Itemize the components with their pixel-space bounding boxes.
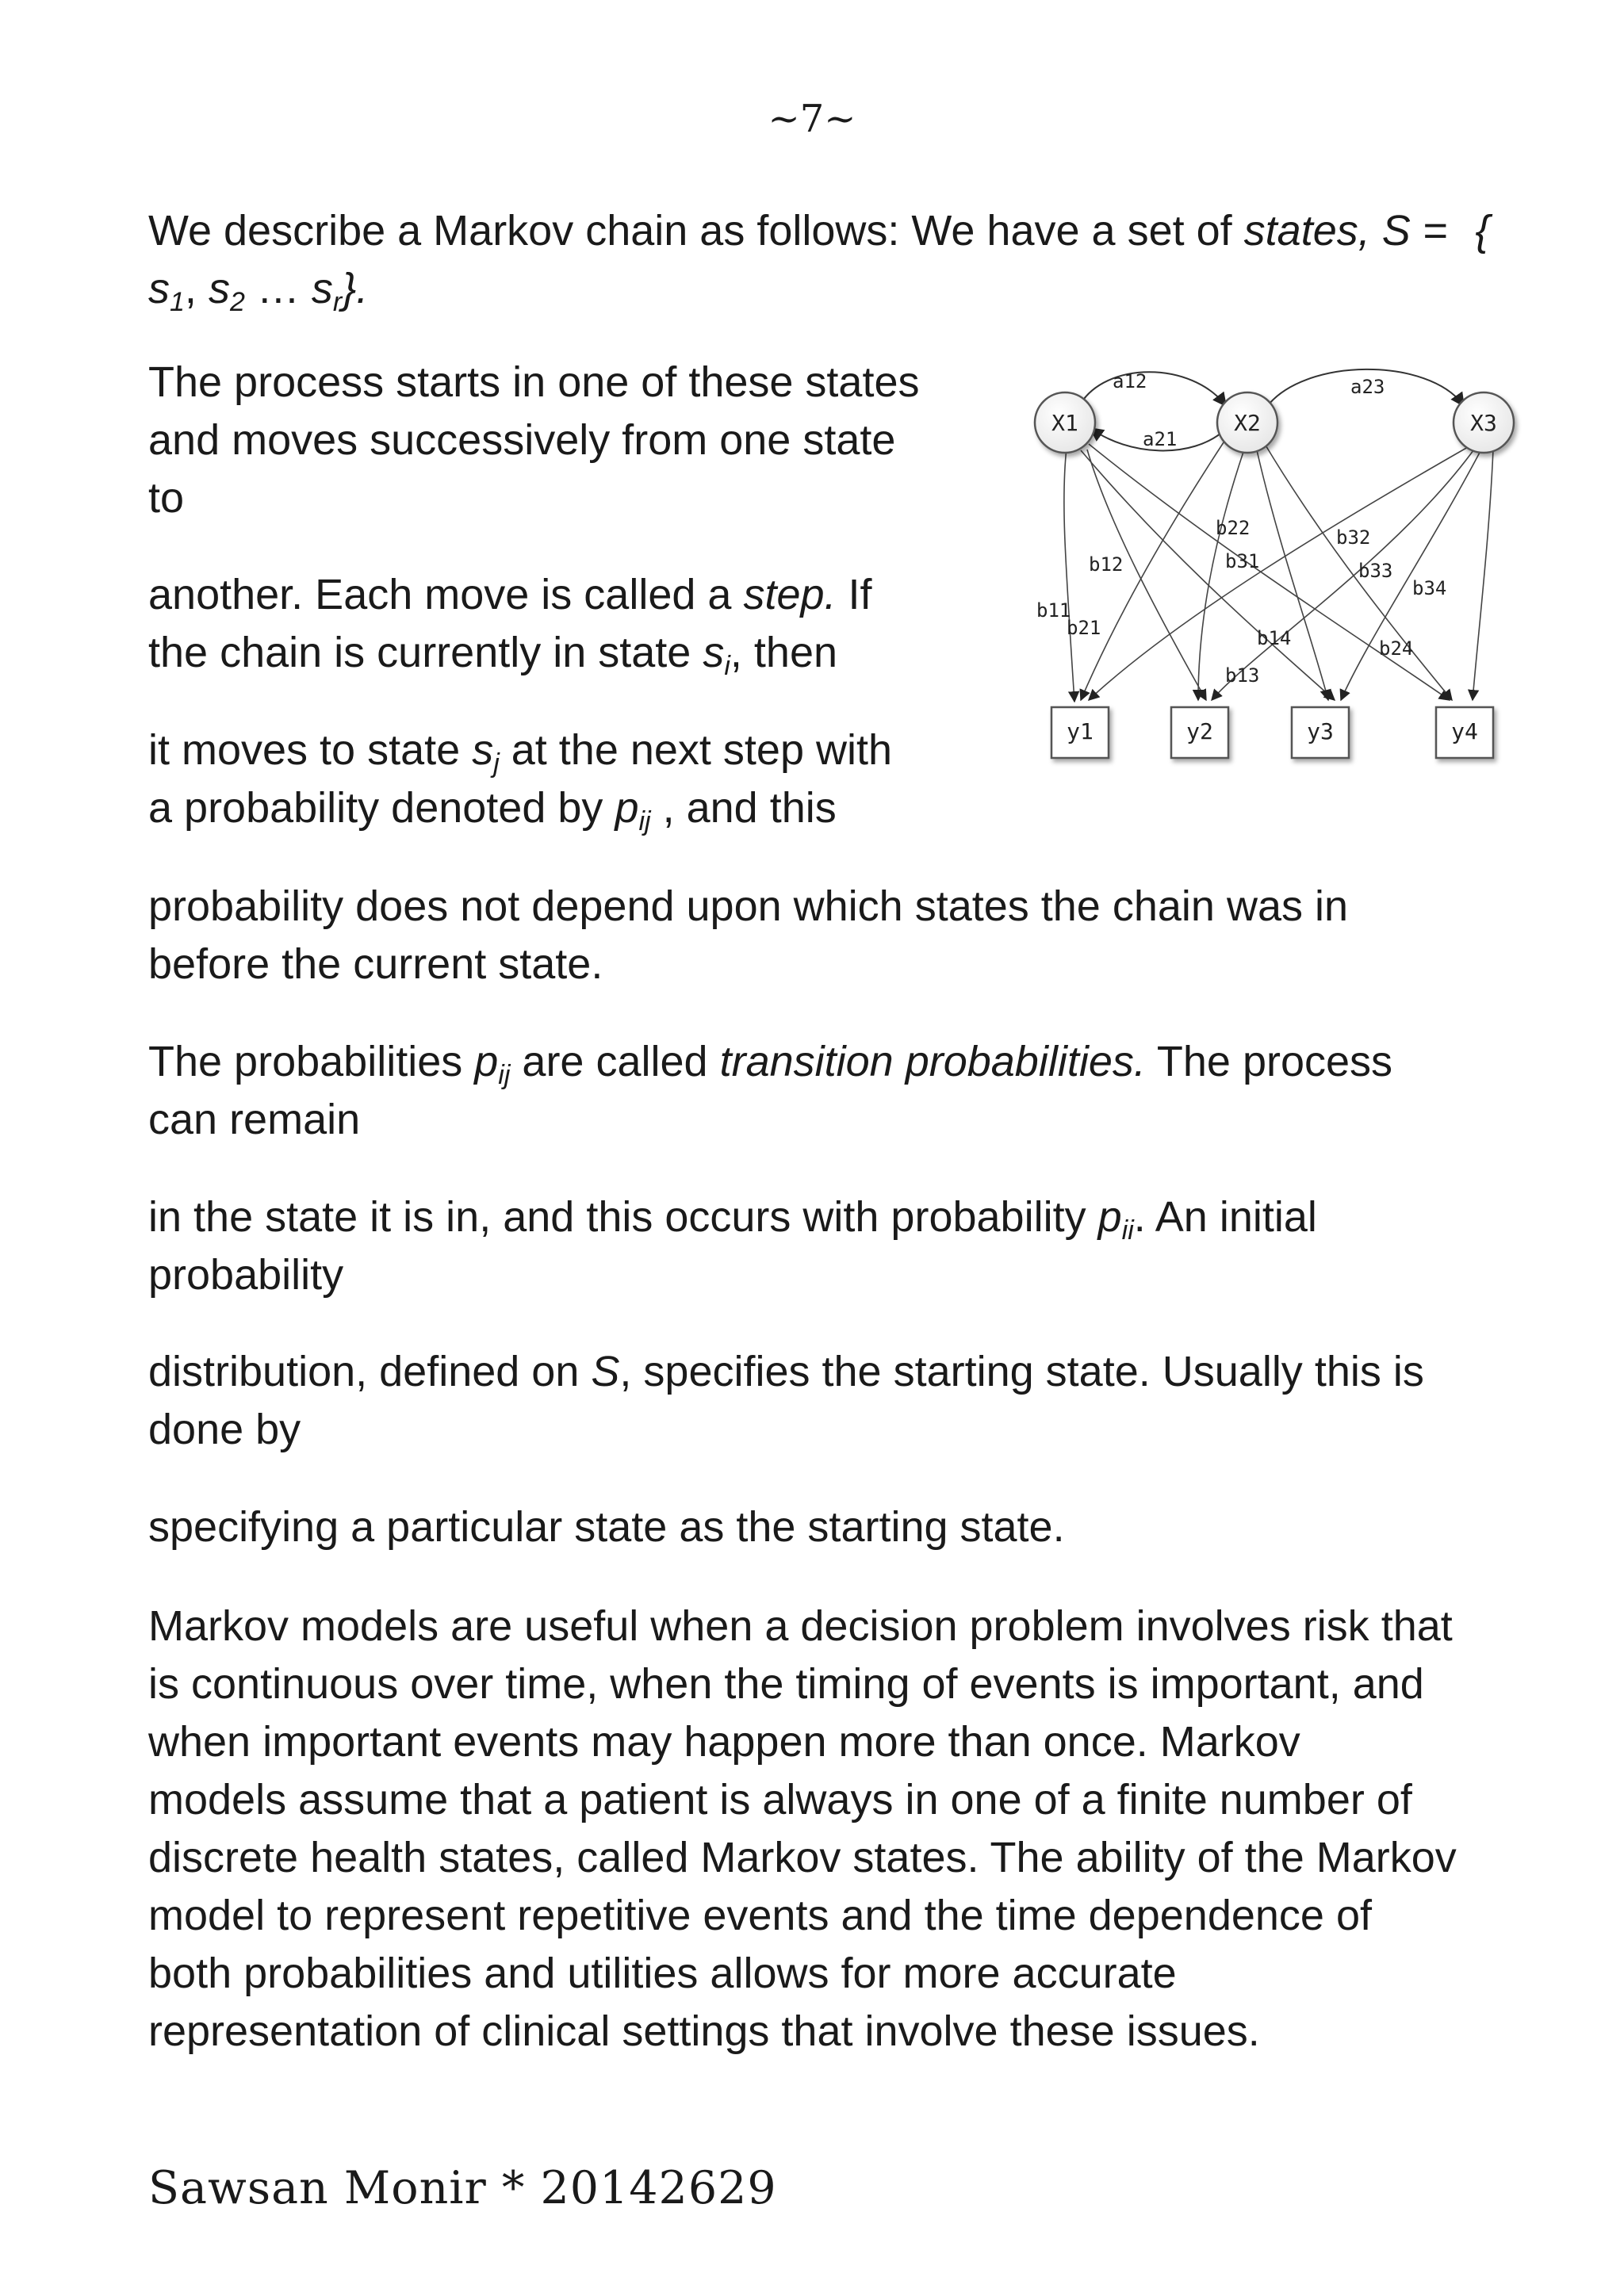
observation-y1 [1051, 707, 1109, 758]
text: We describe a Markov chain as follows: We have a set of [148, 207, 1232, 254]
label-a12: a12 [1113, 370, 1147, 392]
state-si: $s_i$ [703, 629, 730, 681]
symbol-s: S [591, 1348, 620, 1395]
label-a23: a23 [1350, 376, 1385, 398]
paragraph-next-step: it moves to state $s_j$ at the next step with a probability denoted by $p_{ij}$ , and this [148, 726, 893, 836]
prob-pii: $p_{ii}$ [1097, 1193, 1134, 1246]
label-b31: b31 [1225, 550, 1260, 572]
prob-pij: $p_{ij}$ [615, 784, 651, 836]
term-states: states, [1243, 207, 1370, 254]
hidden-state-x3 [1454, 392, 1514, 453]
hidden-state-x2 [1217, 392, 1277, 453]
state-s2: $s_2$ [208, 265, 245, 317]
observation-y2 [1171, 707, 1228, 758]
paragraph-transition-probabilities: The probabilities $p_{ij}$ are called transition probabilities. The process can remain [148, 1038, 1393, 1143]
svg-text:X2: X2 [1234, 410, 1261, 436]
paragraph-markov-definition: We describe a Markov chain as follows: We have a set of states, S = { $s_1$, $s_2$ … $s_r$}. [148, 207, 1490, 317]
observation-y4 [1436, 707, 1493, 758]
hidden-markov-model-diagram [1017, 365, 1525, 777]
label-b21: b21 [1067, 617, 1101, 639]
svg-text:X3: X3 [1470, 410, 1497, 436]
label-a21: a21 [1143, 428, 1178, 450]
brace-open: { [1475, 207, 1490, 254]
paragraph-process-start: The process starts in one of these states and moves successively from one state to [148, 358, 920, 522]
emission-edges [1064, 440, 1493, 702]
svg-text:y1: y1 [1067, 718, 1094, 744]
hidden-state-x1 [1035, 392, 1095, 453]
observation-y3 [1292, 707, 1349, 758]
svg-text:y2: y2 [1186, 718, 1213, 744]
label-b12: b12 [1089, 553, 1124, 576]
footer-author: Sawsan Monir * 20142629 [148, 2162, 777, 2214]
page-number: ~7~ [768, 97, 856, 141]
paragraph-memoryless: probability does not depend upon which states the chain was in before the current state. [148, 882, 1349, 988]
label-b13: b13 [1225, 664, 1260, 687]
brace-close: }. [342, 265, 369, 312]
prob-pij: $p_{ij}$ [474, 1038, 511, 1090]
svg-text:y3: y3 [1307, 718, 1334, 744]
label-b14: b14 [1257, 627, 1292, 649]
label-b32: b32 [1336, 526, 1371, 549]
svg-text:X1: X1 [1051, 410, 1078, 436]
paragraph-initial-distribution: distribution, defined on S, specifies the starting state. Usually this is done by [148, 1348, 1424, 1453]
label-b24: b24 [1379, 637, 1414, 660]
symbol-s: S = [1381, 207, 1448, 254]
label-b33: b33 [1358, 560, 1393, 582]
term-transition-probabilities: transition probabilities. [719, 1038, 1146, 1085]
svg-text:y4: y4 [1451, 718, 1478, 744]
label-b34: b34 [1412, 577, 1447, 599]
state-sj: $s_j$ [472, 726, 500, 779]
state-s1: $s_1$ [148, 265, 185, 317]
paragraph-remain: in the state it is in, and this occurs with probability $p_{ii}$. An initial probability [148, 1193, 1317, 1299]
term-step: step. [743, 571, 837, 618]
label-b22: b22 [1216, 517, 1251, 539]
paragraph-step: another. Each move is called a step. If the chain is currently in state $s_i$, then [148, 571, 872, 681]
paragraph-markov-models: Markov models are useful when a decision problem involves risk that is continuous over time, when the timing of events is important, and when important events may happen more than once. Markov models assume that a patient is always in one of a finite number of discrete health states, called Markov states. The ability of the Markov model to represent repetitive events and the time dependence of both probabilities and utilities allows for more accurate representation of clinical settings that involve these issues. [148, 1602, 1457, 2055]
paragraph-starting-state: specifying a particular state as the starting state. [148, 1503, 1065, 1551]
state-sr: $s_r$ [311, 265, 343, 317]
label-b11: b11 [1036, 599, 1071, 622]
